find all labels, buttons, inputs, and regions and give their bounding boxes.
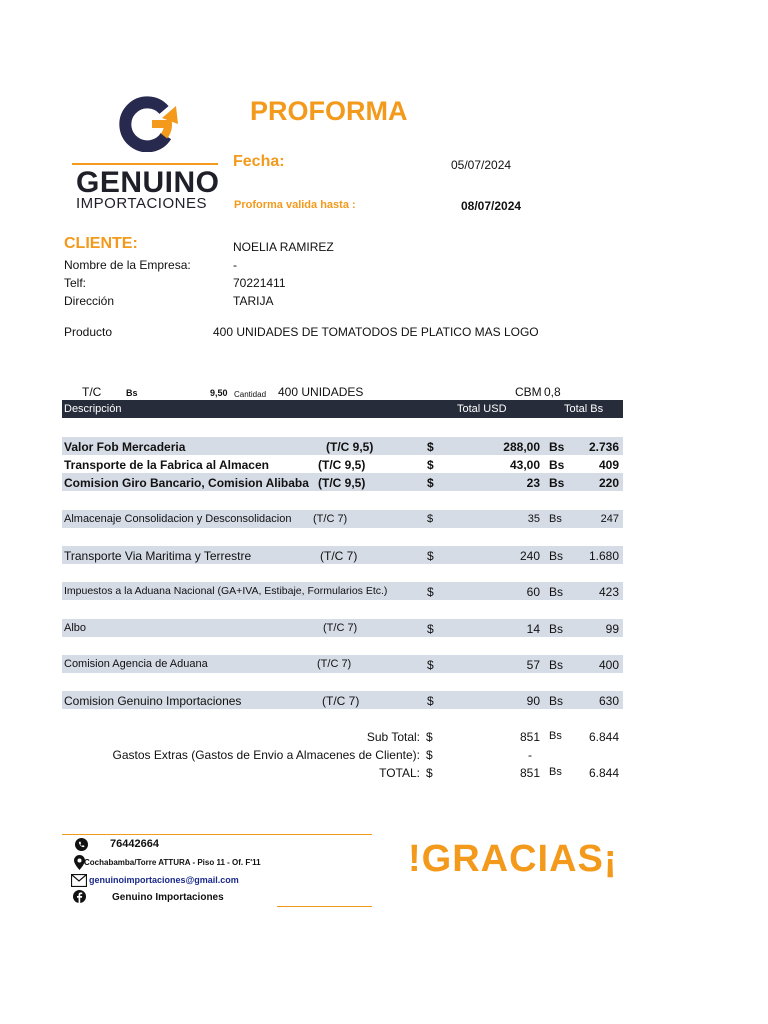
row-usd: 90 (526, 694, 540, 708)
row-unit: Bs (549, 622, 564, 636)
header-descripcion: Descripción (64, 403, 122, 415)
producto-label: Producto (64, 325, 113, 339)
thanks-text: !GRACIAS¡ (408, 838, 618, 880)
row-bs: 247 (600, 513, 619, 525)
valida-label: Proforma valida hasta : (234, 199, 356, 211)
footer-phone: 76442664 (110, 838, 159, 850)
telf-value: 70221411 (233, 276, 286, 290)
tc-value: 9,50 (210, 388, 228, 398)
row-cur: $ (427, 513, 434, 525)
footer-bottom-line (277, 906, 372, 907)
row-desc: Comision Agencia de Aduana (64, 658, 208, 670)
row-cur: $ (427, 476, 434, 490)
cantidad-label: Cantidad (234, 390, 267, 399)
table-row (62, 655, 623, 673)
row-tc: (T/C 9,5) (318, 458, 366, 472)
row-usd: 60 (526, 585, 540, 599)
total-bs: 6.844 (588, 766, 619, 780)
table-row (62, 619, 623, 637)
valida-value: 08/07/2024 (461, 199, 522, 213)
table-row (62, 455, 623, 473)
row-bs: 1.680 (588, 549, 619, 563)
row-bs: 409 (598, 458, 619, 472)
row-unit: Bs (549, 658, 564, 672)
subtotal-currency: $ (426, 730, 433, 744)
producto-value: 400 UNIDADES DE TOMATODOS DE PLATICO MAS LOGO (213, 325, 539, 339)
gastos-label: Gastos Extras (Gastos de Envio a Almacenes de Cliente): (112, 748, 420, 762)
row-unit: Bs (549, 694, 564, 708)
logo-name: GENUINO (76, 166, 220, 199)
header-total-usd: Total USD (457, 403, 507, 415)
footer-email[interactable]: genuinoimportaciones@gmail.com (89, 875, 239, 885)
total-usd: 851 (519, 766, 540, 780)
tc-label: T/C (82, 385, 102, 399)
gastos-usd: - (528, 748, 532, 762)
cbm-label: CBM (515, 385, 542, 399)
row-tc: (T/C 7) (320, 549, 358, 563)
direccion-label: Dirección (64, 294, 115, 308)
cliente-heading: CLIENTE: (64, 235, 138, 252)
logo-subtitle: IMPORTACIONES (76, 195, 207, 212)
row-unit: Bs (549, 458, 565, 472)
row-tc: (T/C 9,5) (326, 440, 374, 454)
row-bs: 99 (605, 622, 619, 636)
row-bs: 400 (598, 658, 619, 672)
table-row (62, 582, 623, 600)
telf-label: Telf: (64, 276, 87, 290)
row-bs: 630 (598, 694, 619, 708)
row-usd: 14 (526, 622, 540, 636)
row-tc: (T/C 7) (317, 658, 352, 670)
empresa-label: Nombre de la Empresa: (64, 258, 191, 272)
row-cur: $ (427, 694, 434, 708)
gastos-currency: $ (426, 748, 433, 762)
total-unit: Bs (549, 766, 562, 778)
row-unit: Bs (549, 440, 565, 454)
cbm-value: 0,8 (544, 385, 561, 399)
row-desc: Comision Genuino Importaciones (64, 694, 242, 708)
cantidad-value: 400 UNIDADES (278, 385, 364, 399)
row-tc: (T/C 7) (323, 622, 358, 634)
genuino-logo-mark (118, 96, 180, 152)
table-header (62, 400, 623, 418)
table-row (62, 691, 623, 709)
total-currency: $ (426, 766, 433, 780)
row-unit: Bs (549, 549, 564, 563)
row-desc: Transporte de la Fabrica al Almacen (64, 458, 269, 472)
row-desc: Almacenaje Consolidacion y Desconsolidacion (64, 513, 292, 525)
row-desc: Valor Fob Mercaderia (64, 440, 186, 454)
logo-divider (72, 163, 218, 165)
mail-icon (71, 874, 87, 887)
row-cur: $ (427, 549, 434, 563)
facebook-icon (73, 890, 86, 903)
cliente-nombre: NOELIA RAMIREZ (233, 240, 334, 254)
fecha-label: Fecha: (233, 153, 285, 170)
row-desc: Transporte Via Maritima y Terrestre (64, 549, 252, 563)
footer-address: Cochabamba/Torre ATTURA - Piso 11 - Of. F'11 (84, 858, 261, 867)
row-usd: 240 (519, 549, 540, 563)
table-row (62, 510, 623, 528)
row-desc: Albo (64, 622, 87, 634)
row-usd: 23 (526, 476, 540, 490)
row-unit: Bs (549, 476, 565, 490)
row-bs: 423 (598, 585, 619, 599)
row-unit: Bs (549, 513, 562, 525)
row-desc: Comision Giro Bancario, Comision Alibaba (64, 476, 309, 490)
row-unit: Bs (549, 585, 564, 599)
row-tc: (T/C 7) (313, 513, 348, 525)
row-desc: Impuestos a la Aduana Nacional (GA+IVA, Estibaje, Formularios Etc.) (64, 585, 388, 597)
subtotal-bs: 6.844 (588, 730, 619, 744)
row-tc: (T/C 7) (322, 694, 360, 708)
empresa-value: - (233, 258, 237, 272)
phone-icon (75, 838, 88, 851)
row-usd: 57 (526, 658, 540, 672)
row-bs: 2.736 (588, 440, 619, 454)
row-cur: $ (427, 622, 434, 636)
table-row (62, 546, 623, 564)
subtotal-unit: Bs (549, 730, 562, 742)
row-cur: $ (427, 585, 434, 599)
footer-top-line (62, 834, 372, 835)
row-usd: 35 (527, 513, 540, 525)
total-label: TOTAL: (379, 766, 420, 780)
row-cur: $ (427, 658, 434, 672)
footer-facebook[interactable]: Genuino Importaciones (112, 892, 224, 903)
direccion-value: TARIJA (233, 294, 274, 308)
row-usd: 288,00 (503, 440, 540, 454)
row-tc: (T/C 9,5) (318, 476, 366, 490)
row-cur: $ (427, 440, 434, 454)
subtotal-label: Sub Total: (366, 730, 420, 744)
row-cur: $ (427, 458, 434, 472)
table-row (62, 473, 623, 491)
header-total-bs: Total Bs (564, 403, 604, 415)
bs-label: Bs (126, 388, 138, 398)
table-row (62, 437, 623, 455)
row-bs: 220 (598, 476, 619, 490)
page-title: PROFORMA (250, 96, 408, 126)
fecha-value: 05/07/2024 (451, 158, 512, 172)
row-usd: 43,00 (509, 458, 540, 472)
subtotal-usd: 851 (519, 730, 540, 744)
